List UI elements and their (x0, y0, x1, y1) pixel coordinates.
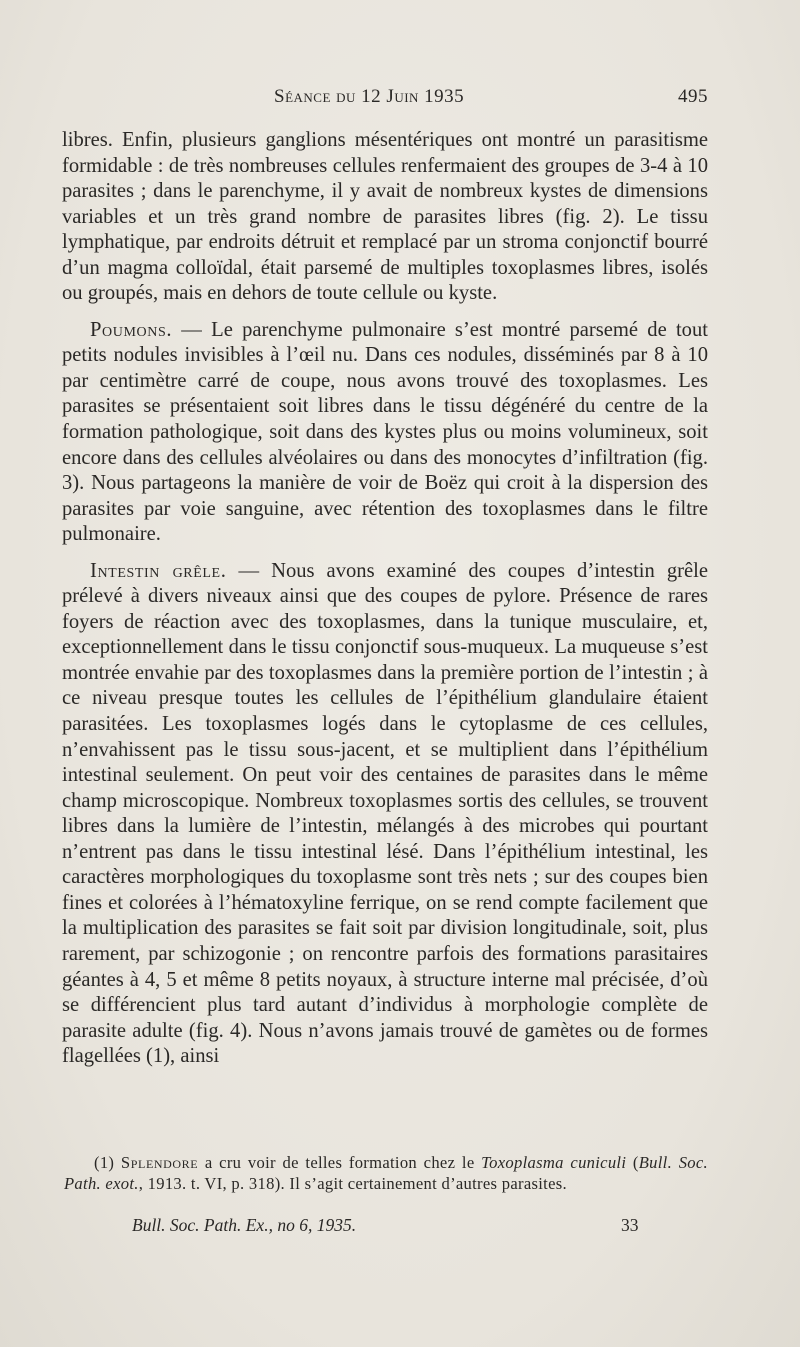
journal-reference: Bull. Soc. Path. Ex., no 6, 1935. (132, 1215, 357, 1235)
page-number: 495 (678, 86, 708, 107)
footnote-marker: (1) (94, 1153, 115, 1172)
footnote (64, 1153, 708, 1194)
footnote-text-c: , 1913. t. VI, p. 318). Il s’agit certainement d’autres parasites. (138, 1173, 567, 1193)
signature-mark: 33 (621, 1215, 639, 1235)
footnote-journal: Bull. Soc. Path. exot. (64, 1153, 708, 1193)
footnote-text-b: ( (626, 1153, 639, 1172)
paragraph-intestin (62, 559, 708, 1070)
journal-footer (64, 1215, 708, 1237)
footnote-author: Splendore (120, 1153, 199, 1172)
paragraph-intestin-text: — Nous avons examiné des coupes d’intestin grêle prélevé à divers niveaux ainsi que des coupes de pylore. Présence de rares foyers de réaction avec des toxoplasmes, dans la tunique musculaire, et, exceptionnellement dans le tissu conjonctif sous-muqueux. La muqueuse s’est montrée envahie par des toxoplasmes dans la première portion de l’intestin ; à ce niveau presque toutes les cellules de l’épithélium glandulaire étaient parasitées. Les toxoplasmes logés dans le cytoplasme de ces cellules, n’envahissent pas le tissu sous-jacent, et se multiplient dans l’épithélium intestinal seulement. On peut voir des centaines de parasites dans le même champ microscopique. Nombreux toxoplasmes sortis des cellules, se trouvent libres dans la lumière de l’intestin, mélangés à des microbes qui pourtant n’entrent pas dans le tissu intestinal lésé. Dans l’épithélium intestinal, les caractères morphologiques du toxoplasme sont très nets ; sur des coupes bien fines et colorées à l’hématoxyline ferrique, on se rend compte facilement que la multiplication des parasites se fait soit par division longitudinale, soit, plus rarement, par schizogonie ; on rencontre parfois des formations parasitaires géantes à 4, 5 et même 8 petits noyaux, à structure interne mal précisée, d’où se différencient plus tard autant d’individus à morphologie complète de parasite adulte (fig. 4). Nous n’avons jamais trouvé de gamètes ou de formes flagellées (1), ainsi (62, 559, 708, 1068)
footnote-species: Toxoplasma cuniculi (481, 1153, 627, 1172)
section-heading-intestin: Intestin grêle. (90, 559, 227, 582)
paragraph-poumons-text: — Le parenchyme pulmonaire s’est montré parsemé de tout petits nodules invisibles à l’œil nu. Dans ces nodules, disséminés par 8 à 10 par centimètre carré de coupe, nous avons trouvé des toxoplasmes. Les parasites se présentaient soit libres dans le tissu dégénéré du centre de la formation pathologique, soit dans des kystes plus ou moins volumineux, soit encore dans des cellules alvéolaires ou dans des monocytes d’infiltration (fig. 3). Nous partageons la manière de voir de Boëz qui croit à la dispersion des parasites par voie sanguine, avec rétention des toxoplasmes dans le filtre pulmonaire. (62, 318, 708, 546)
running-head (64, 86, 708, 110)
section-heading-poumons: Poumons. (90, 318, 173, 341)
paragraph-ganglions: libres. Enfin, plusieurs ganglions mésentériques ont montré un parasitisme formidable : de très nombreuses cellules renfermaient des groupes de 3-4 à 10 parasites ; dans le parenchyme, il y avait de nombreux kystes de dimensions variables et un très grand nombre de parasites libres (fig. 2). Le tissu lymphatique, par endroits détruit et remplacé par un stroma conjonctif bourré d’un magma colloïdal, était parsemé de multiples toxoplasmes libres, isolés ou groupés, mais en dehors de toute cellule ou kyste. (62, 129, 708, 305)
body-text (62, 128, 708, 1070)
running-head-title: Séance du 12 Juin 1935 (274, 86, 465, 107)
paragraph-poumons (62, 318, 708, 548)
footnote-text-a: a cru voir de telles formation chez le (198, 1153, 482, 1172)
